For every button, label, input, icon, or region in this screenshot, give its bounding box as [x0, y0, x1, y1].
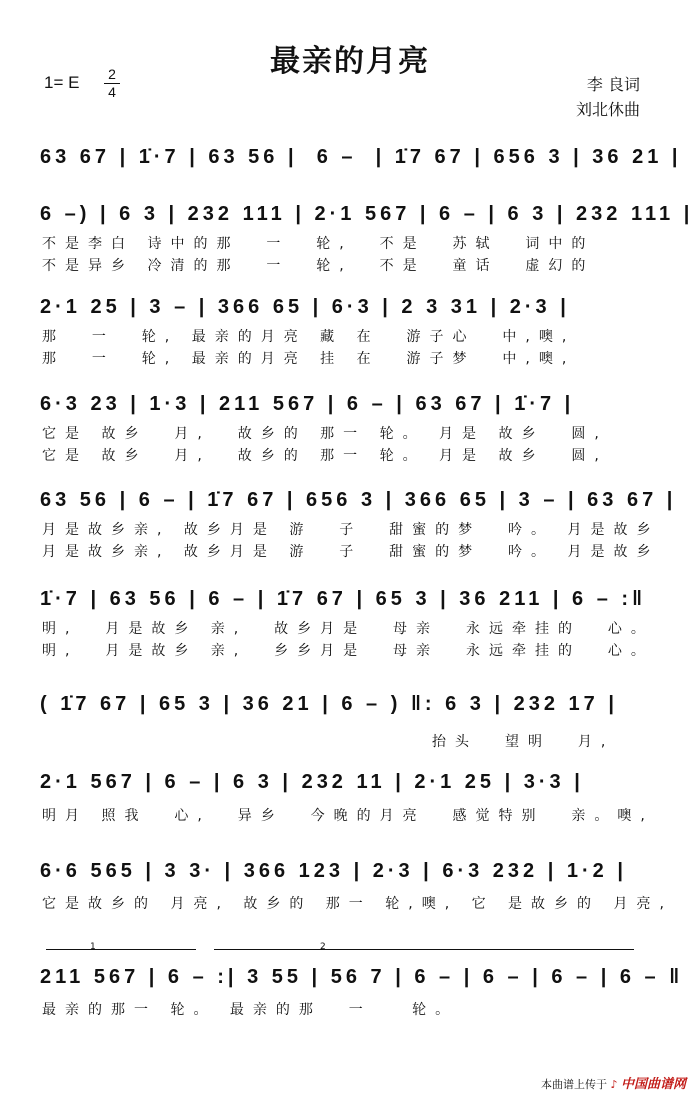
lyric-line-3b: 那 一 轮, 最亲的月亮 挂 在 游子梦 中,噢, — [42, 351, 576, 367]
time-signature — [104, 67, 120, 100]
footer — [541, 1073, 686, 1092]
volta-bracket-1 — [46, 949, 196, 950]
volta-bracket-2 — [214, 949, 634, 950]
notation-line-5: 63 56 | 6 – | 1̇7 67 | 656 3 | 366 65 | 3 – | 63 67 | — [40, 489, 677, 511]
notation-line-10: 211 567 | 6 – :| 3 55 | 56 7 | 6 – | 6 – | 6 – | 6 – ‖ — [40, 966, 684, 988]
notation-line-4: 6·3 23 | 1·3 | 211 567 | 6 – | 63 67 | 1̇·7 | — [40, 393, 575, 415]
lyric-line-3a: 那 一 轮, 最亲的月亮 藏 在 游子心 中,噢, — [42, 329, 576, 345]
notation-line-1: 63 67 | 1̇·7 | 63 56 | 6 – | 1̇7 67 | 656 3 | 36 21 | — [40, 146, 682, 168]
notation-line-3: 2·1 25 | 3 – | 366 65 | 6·3 | 2 3 31 | 2·3 | — [40, 296, 570, 318]
lyric-line-4a: 它是 故乡 月, 故乡的 那一 轮。 月是 故乡 圆, — [42, 426, 608, 442]
song-title: 最亲的月亮 — [270, 44, 430, 79]
lyric-line-10: 最亲的那一 轮。 最亲的那 一 轮。 — [42, 1002, 459, 1018]
volta-number-1: 1 — [90, 942, 96, 952]
meter-top: 2 — [108, 66, 116, 82]
lyric-line-6b: 明, 月是故乡 亲, 乡乡月是 母亲 永远牵挂的 心。 — [42, 643, 654, 659]
composer-credit: 刘北休曲 — [575, 100, 640, 119]
footer-text: 本曲谱上传于 — [540, 1078, 607, 1091]
lyric-line-2a: 不是李白 诗中的那 一 轮, 不是 苏轼 词中的 — [42, 236, 595, 252]
lyric-line-8: 明月 照我 心, 异乡 今晚的月亮 感觉特别 亲。噢, — [42, 808, 654, 824]
site-logo-icon: ♪ — [610, 1078, 618, 1091]
lyric-line-4b: 它是 故乡 月, 故乡的 那一 轮。 月是 故乡 圆, — [42, 448, 608, 464]
notation-line-2: 6 –) | 6 3 | 232 111 | 2·1 567 | 6 – | 6 3 | 232 111 | — [40, 203, 694, 225]
notation-line-6: 1̇·7 | 63 56 | 6 – | 1̇7 67 | 65 3 | 36 211 | 6 – :‖ — [40, 588, 647, 610]
lyric-line-2b: 不是异乡 冷清的那 一 轮, 不是 童话 虚幻的 — [42, 258, 595, 274]
lyric-line-9: 它是故乡的 月亮, 故乡的 那一 轮,噢, 它 是故乡的 月亮, — [42, 896, 673, 912]
notation-line-8: 2·1 567 | 6 – | 6 3 | 232 11 | 2·1 25 | 3·3 | — [40, 771, 584, 793]
site-brand[interactable]: 中国曲谱网 — [620, 1077, 686, 1092]
lyric-line-5b: 月是故乡亲, 故乡月是 游 子 甜蜜的梦 吟。 月是故乡 — [42, 544, 660, 560]
notation-line-9: 6·6 565 | 3 3· | 366 123 | 2·3 | 6·3 232 | 1·2 | — [40, 860, 627, 882]
lyricist-credit: 李 良词 — [586, 75, 640, 94]
volta-number-2: 2 — [320, 942, 326, 952]
meter-bottom: 4 — [108, 84, 116, 100]
key-signature: 1= E — [44, 73, 80, 92]
lyric-line-5a: 月是故乡亲, 故乡月是 游 子 甜蜜的梦 吟。 月是故乡 — [42, 522, 660, 538]
notation-line-7: ( 1̇7 67 | 65 3 | 36 21 | 6 – ) ‖: 6 3 | 232 17 | — [40, 693, 618, 715]
lyric-line-7: 抬头 望明 月, — [42, 734, 615, 750]
lyric-line-6a: 明, 月是故乡 亲, 故乡月是 母亲 永远牵挂的 心。 — [42, 621, 654, 637]
